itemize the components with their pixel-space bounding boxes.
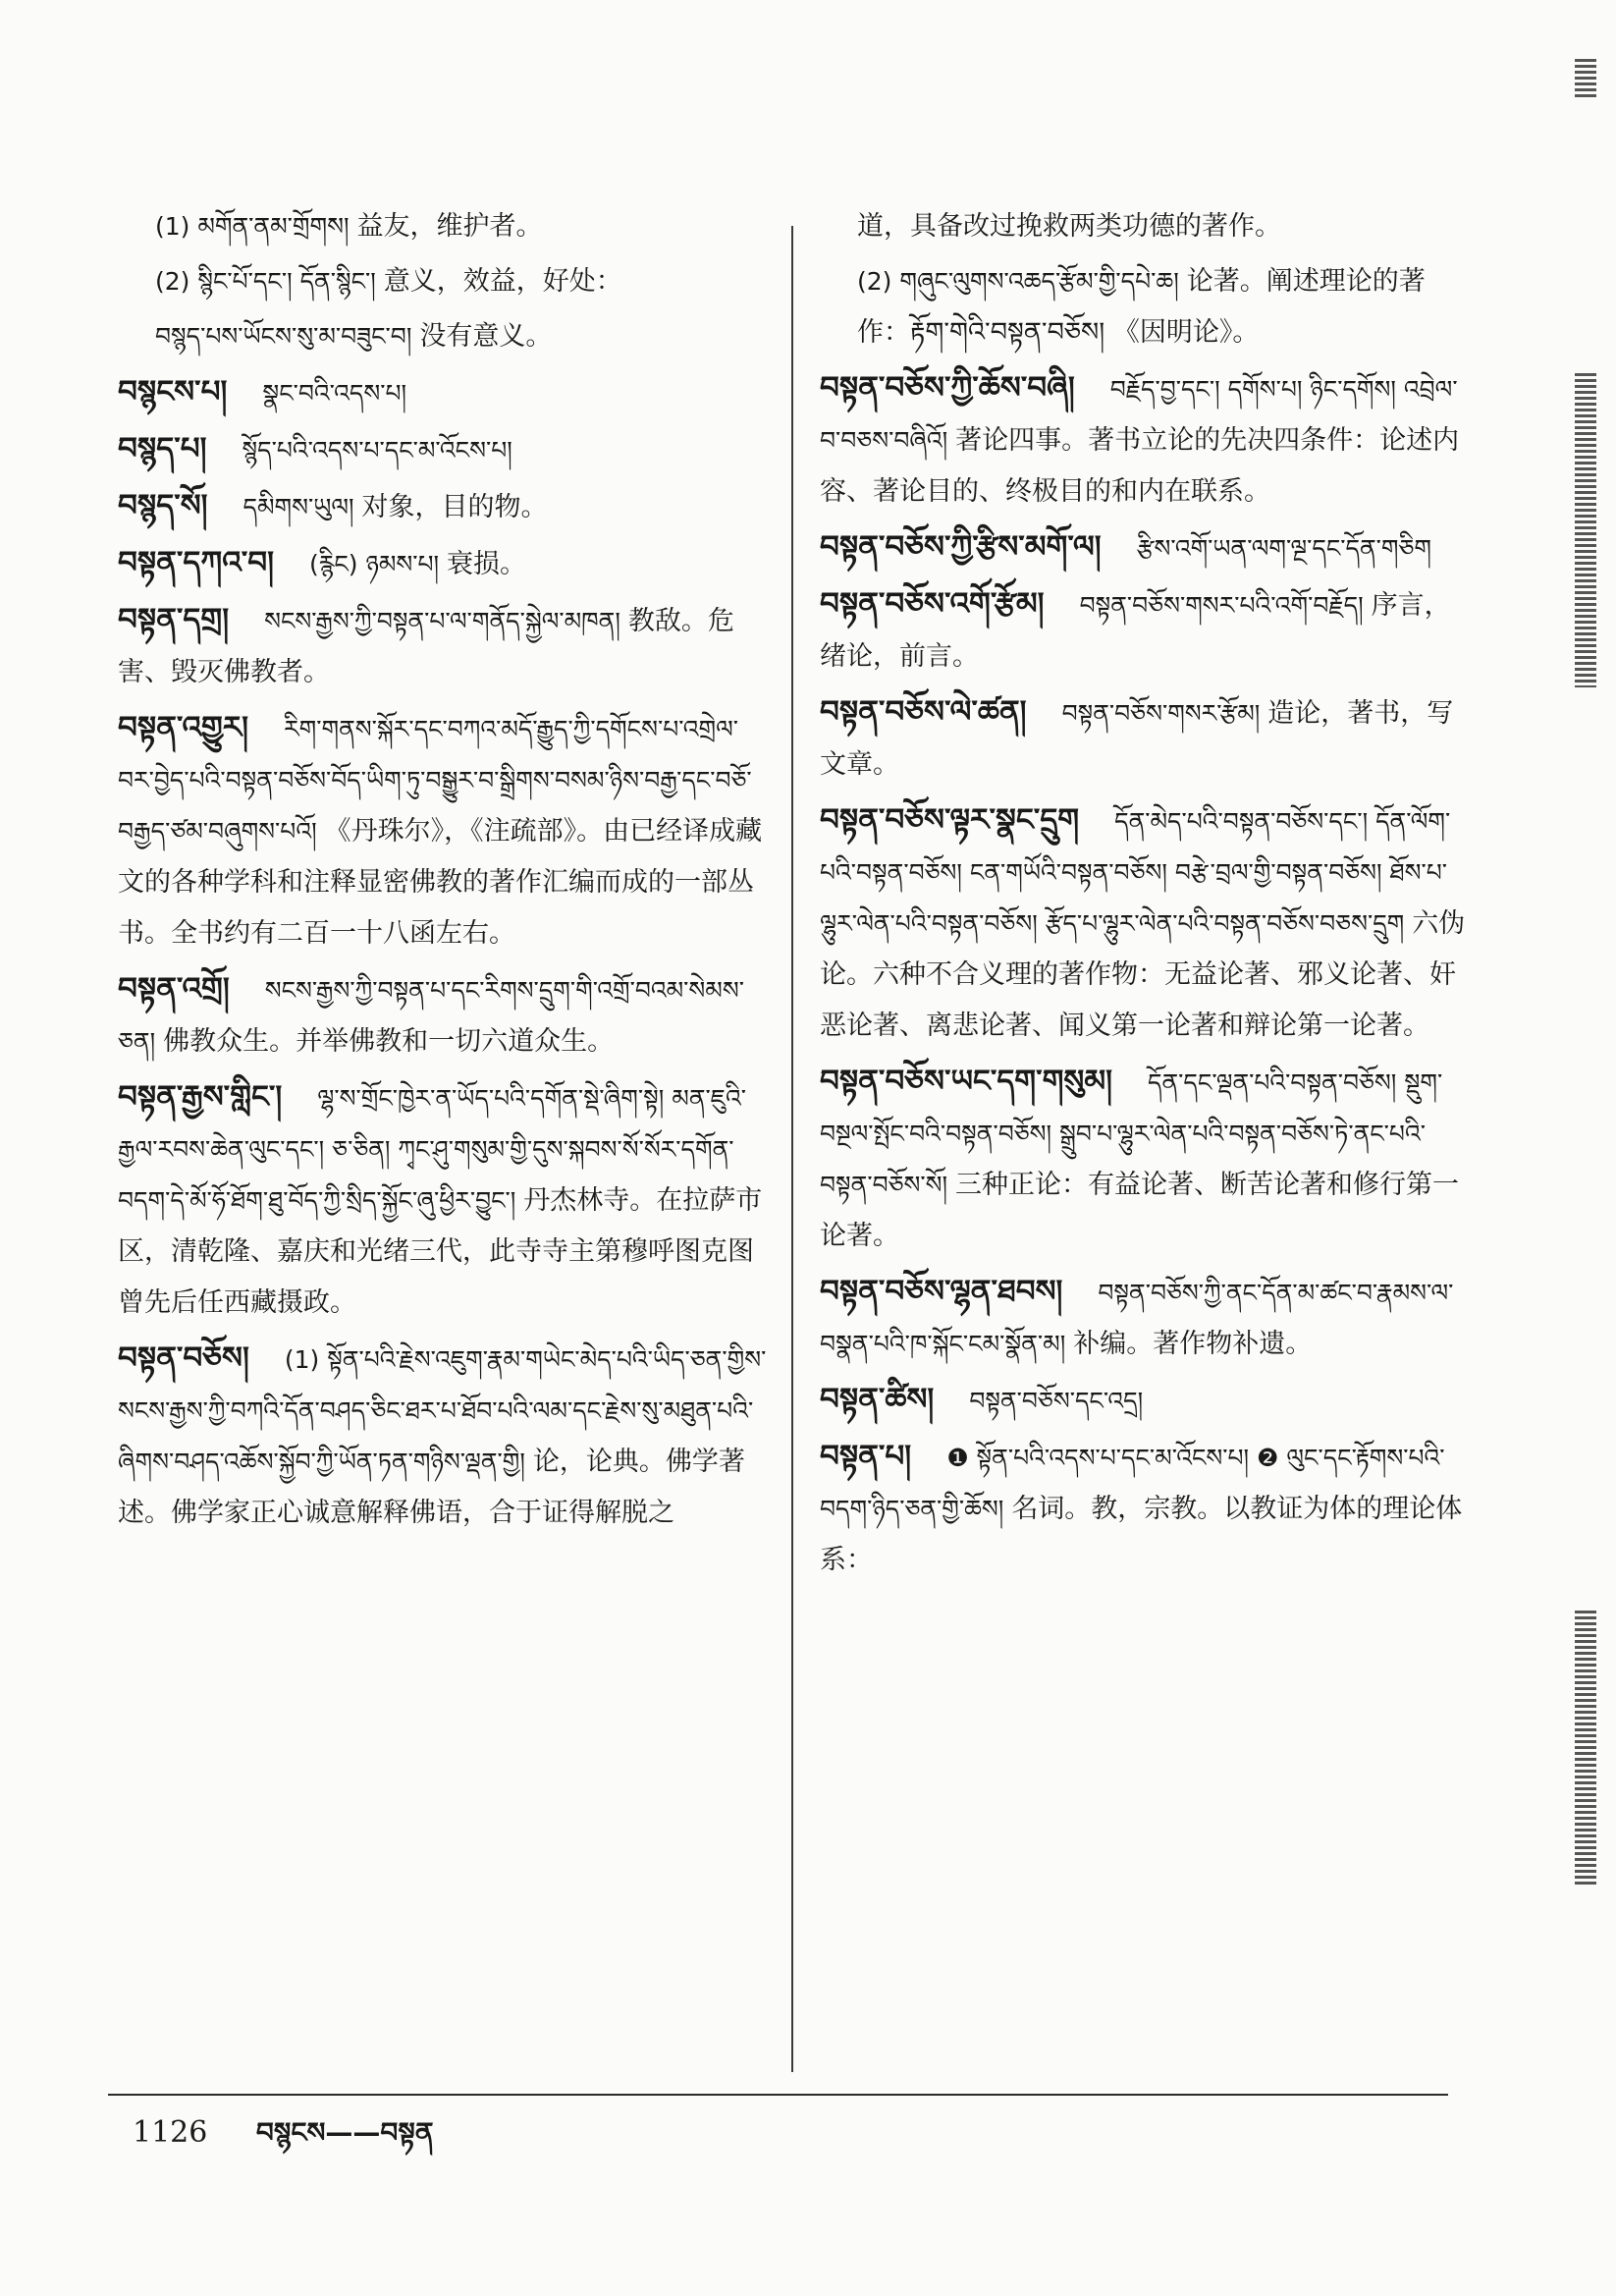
chinese-definition: 论，论典。佛学著述。佛学家正心诚意解释佛语，合于证得解脱之 bbox=[118, 1447, 745, 1528]
dictionary-entry bbox=[118, 537, 771, 590]
headword: བསྟན་དགྲ། bbox=[118, 602, 230, 637]
dictionary-entry bbox=[820, 1056, 1473, 1262]
dictionary-entry bbox=[820, 1431, 1473, 1586]
edge-mark bbox=[1575, 59, 1596, 98]
chinese-definition: 丹杰林寺。在拉萨市区，清乾隆、嘉庆和光绪三代，此寺寺主第穆呼图克图曾先后任西藏摄政。 bbox=[118, 1185, 763, 1318]
tibetan-definition: སྣང་བའི་འདས་པ། bbox=[262, 379, 407, 408]
dictionary-entry bbox=[118, 1333, 771, 1539]
tibetan-definition: (1) མགོན་ནམ་གྲོགས། bbox=[155, 212, 357, 241]
chinese-definition: 益友，维护者。 bbox=[356, 211, 543, 242]
chinese-definition: 造论，著书，写文章。 bbox=[820, 698, 1454, 780]
column-divider bbox=[791, 226, 793, 2072]
dictionary-entry bbox=[820, 686, 1473, 791]
headword: བསྟན་དཀའ་བ། bbox=[118, 545, 274, 580]
dictionary-entry bbox=[820, 578, 1473, 683]
headword: བསྟན་བཅོས་ཀྱི་རྩིས་མགོ་ལ། bbox=[820, 529, 1102, 565]
dictionary-entry bbox=[118, 256, 771, 307]
tibetan-definition: རྩིས་འགོ་ཡན་ལག་ལྔ་དང་དོན་གཅིག bbox=[1136, 534, 1432, 563]
headword-range: བསྙངས——བསྟན bbox=[255, 2116, 434, 2149]
chinese-definition: 意义，效益，好处： bbox=[383, 266, 622, 297]
chinese-definition: 没有意义。 bbox=[419, 321, 553, 352]
chinese-definition: 衰损。 bbox=[447, 549, 527, 579]
headword: བསྟན་བཅོས། bbox=[118, 1340, 249, 1376]
chinese-definition: 六伪论。六种不合义理的著作物：无益论著、邪义论著、奸恶论著、离悲论著、闻义第一论著和辩论第一论著。 bbox=[820, 908, 1466, 1041]
right-column bbox=[820, 201, 1473, 1590]
tibetan-definition: བསྙད་པས་ཡོངས་སུ་མ་བཟུང་བ། bbox=[155, 322, 420, 351]
tibetan-definition: བསྟན་བཅོས་ཀྱི་ནང་དོན་མ་ཚང་བ་རྣམས་ལ་བསྣན་པའི་ཁ་སྐོང་ངམ་སྣོན་མ། bbox=[820, 1279, 1454, 1358]
chinese-definition: 对象，目的物。 bbox=[361, 492, 548, 522]
chinese-definition: 《丹珠尔》，《注疏部》。由已经译成藏文的各种学科和注释显密佛教的著作汇编而成的一部丛书。全书约有二百一十八函左右。 bbox=[118, 816, 763, 949]
dictionary-entry bbox=[820, 1374, 1473, 1427]
tibetan-definition: (2) སྙིང་པོ་དང་། དོན་སྙིང་། bbox=[155, 267, 384, 296]
chinese-definition: 序言，绪论，前言。 bbox=[820, 590, 1451, 672]
tibetan-definition: སངས་རྒྱས་ཀྱི་བསྟན་པ་ལ་གནོད་སྐྱེལ་མཁན། bbox=[264, 607, 628, 635]
left-column bbox=[118, 201, 771, 1543]
page-number: 1126 bbox=[133, 2115, 208, 2150]
tibetan-definition: དམིགས་ཡུལ། bbox=[242, 493, 362, 521]
page-footer bbox=[133, 2102, 434, 2179]
tibetan-definition: (2) གཞུང་ལུགས་འཆད་རྩོམ་གྱི་དཔེ་ཆ། bbox=[857, 267, 1187, 296]
dictionary-entry bbox=[118, 480, 771, 533]
dictionary-entry bbox=[118, 423, 771, 476]
dictionary-entry bbox=[820, 1266, 1473, 1370]
tibetan-definition: ❶ སྟོན་པའི་འདས་པ་དང་མ་འོངས་པ། ❷ ལུང་དང་རྟོགས་པའི་བདག་ཉིད་ཅན་གྱི་ཆོས། bbox=[820, 1444, 1445, 1523]
headword: བསྟན་བཅོས་ལྟར་སྣང་དྲུག bbox=[820, 802, 1080, 838]
headword: བསྟན་འགྲོ། bbox=[118, 971, 230, 1007]
dictionary-entry bbox=[118, 1071, 771, 1329]
dictionary-entry bbox=[820, 521, 1473, 574]
dictionary-entry bbox=[118, 594, 771, 698]
chinese-definition: 论著。阐述理论的著作：རྟོག་གེའི་བསྟན་བཅོས། 《因明论》。 bbox=[857, 266, 1426, 348]
chinese-definition: 补编。著作物补遗。 bbox=[1073, 1329, 1313, 1359]
chinese-definition: 道，具备改过挽救两类功德的著作。 bbox=[857, 211, 1281, 242]
dictionary-entry bbox=[820, 201, 1473, 252]
tibetan-definition: (1) སྟོན་པའི་རྗེས་འཇུག་རྣམ་གཡེང་མེད་པའི་ཡིད་ཅན་གྱིས་སངས་རྒྱས་ཀྱི་བཀའི་དོན་བཤད་ཅིང་ཐར་པ་ཐོབ་པའི་ལམ་དང་རྗེས་སུ་མཐུན་པའི་ཞིགས་བཤད་འཆོས་སྐྱོབ་ཀྱི་ཡོན་ཏན་གཉིས་ལྡན་གྱི། bbox=[118, 1345, 767, 1476]
headword: བསྟན་བཅོས་འགོ་རྩོམ། bbox=[820, 586, 1045, 622]
tibetan-definition: བརྗོད་བྱ་དང་། དགོས་པ། ཉིང་དགོས། འབྲེལ་བ་བཅས་བཞིའོ། bbox=[820, 375, 1458, 455]
headword: བསྟན་པ། bbox=[820, 1439, 912, 1474]
chinese-definition: 教敌。危害、毁灭佛教者。 bbox=[118, 606, 734, 687]
tibetan-definition: བསྟན་བཅོས་གསར་རྩོམ། bbox=[1061, 699, 1268, 728]
headword: བསྟན་ཚིས། bbox=[820, 1382, 935, 1417]
headword: བསྙད་པ། bbox=[118, 431, 207, 466]
headword: བསྟན་བཅོས་ཀྱི་ཆོས་བཞི། bbox=[820, 370, 1075, 406]
dictionary-entry bbox=[820, 256, 1473, 358]
dictionary-entry bbox=[118, 311, 771, 362]
chinese-definition: 三种正论：有益论著、断苦论著和修行第一论著。 bbox=[820, 1170, 1459, 1251]
dictionary-entry bbox=[118, 366, 771, 419]
chinese-definition: 佛教众生。并举佛教和一切六道众生。 bbox=[163, 1026, 615, 1057]
headword: བསྟན་རྒྱས་གླིང་། bbox=[118, 1079, 283, 1115]
tibetan-definition: བསྟན་བཅོས་དང་འདྲ། bbox=[969, 1387, 1144, 1415]
tibetan-definition: སངས་རྒྱས་ཀྱི་བསྟན་པ་དང་རིགས་དྲུག་གི་འགྲོ་བའམ་སེམས་ཅན། bbox=[118, 976, 744, 1056]
headword: བསྟན་བཅོས་ལེ་ཚན། bbox=[820, 694, 1027, 730]
tibetan-definition: དོན་མེད་པའི་བསྟན་བཅོས་དང་། དོན་ལོག་པའི་བསྟན་བཅོས། ངན་གཡོའི་བསྟན་བཅོས། བརྩེ་བྲལ་གྱི་བསྟན་བཅོས། ཐོས་པ་ལྷུར་ལེན་པའི་བསྟན་བཅོས། རྩོད་པ་ལྷུར་ལེན་པའི་བསྟན་བཅོས་བཅས་དྲུག bbox=[820, 807, 1451, 938]
headword: བསྙངས་པ། bbox=[118, 374, 228, 410]
dictionary-entry bbox=[820, 362, 1473, 518]
chinese-definition: 名词。教，宗教。以教证为体的理论体系： bbox=[820, 1494, 1463, 1575]
dictionary-entry bbox=[118, 201, 771, 252]
headword: བསྟན་བཅོས་ལྷན་ཐབས། bbox=[820, 1274, 1063, 1309]
tibetan-definition: རིག་གནས་སྐོར་དང་བཀའ་མདོ་རྒྱུད་ཀྱི་དགོངས་པ་འགྲེལ་བར་བྱེད་པའི་བསྟན་བཅོས་བོད་ཡིག་ཏུ་བསྒྱུར་བ་སྒྲིགས་བསམ་ཉིས་བརྒྱ་དང་བཅོ་བརྒྱད་ཙམ་བཞུགས་པའོ། bbox=[118, 715, 752, 846]
edge-mark bbox=[1575, 1611, 1596, 1886]
tibetan-definition: དོན་དང་ལྡན་པའི་བསྟན་བཅོས། སྡུག་བསྔལ་སྤོང་བའི་བསྟན་བཅོས། སྒྲུབ་པ་ལྷུར་ལེན་པའི་བསྟན་བཅོས་ཏེ་ནང་པའི་བསྟན་བཅོས་སོ། bbox=[820, 1068, 1443, 1199]
dictionary-entry bbox=[118, 963, 771, 1067]
tibetan-definition: ལྷ་ས་གྲོང་ཁྱེར་ན་ཡོད་པའི་དགོན་སྡེ་ཞིག་སྟེ། མན་ཇུའི་རྒྱལ་རབས་ཆེན་ལུང་དང་། ཅ་ཅིན། ཀྭང་ཤུ་གསུམ་གྱི་དུས་སྐབས་སོ་སོར་དགོན་བདག་དེ་མོ་ཧོ་ཐོག་ཐུ་བོད་ཀྱི་སྲིད་སྐྱོང་ཞུ་ཕྱིར་བྱུང་། bbox=[118, 1084, 746, 1215]
tibetan-definition: སྙོད་པའི་འདས་པ་དང་མ་འོངས་པ། bbox=[242, 436, 512, 465]
chinese-definition: 著论四事。著书立论的先决四条件：论述内容、著论目的、终极目的和内在联系。 bbox=[820, 425, 1460, 507]
tibetan-definition: བསྟན་བཅོས་གསར་པའི་འགོ་བརྗོད། bbox=[1079, 591, 1372, 620]
headword: བསྙད་སོ། bbox=[118, 488, 208, 523]
edge-mark bbox=[1575, 373, 1596, 687]
headword: བསྟན་བཅོས་ཡང་དག་གསུམ། bbox=[820, 1064, 1113, 1099]
footer-rule bbox=[108, 2094, 1448, 2096]
tibetan-definition: (རྙིང) ཉམས་པ། bbox=[309, 550, 448, 578]
dictionary-entry bbox=[820, 794, 1473, 1052]
headword: བསྟན་འགྱུར། bbox=[118, 710, 249, 745]
dictionary-entry bbox=[118, 702, 771, 959]
